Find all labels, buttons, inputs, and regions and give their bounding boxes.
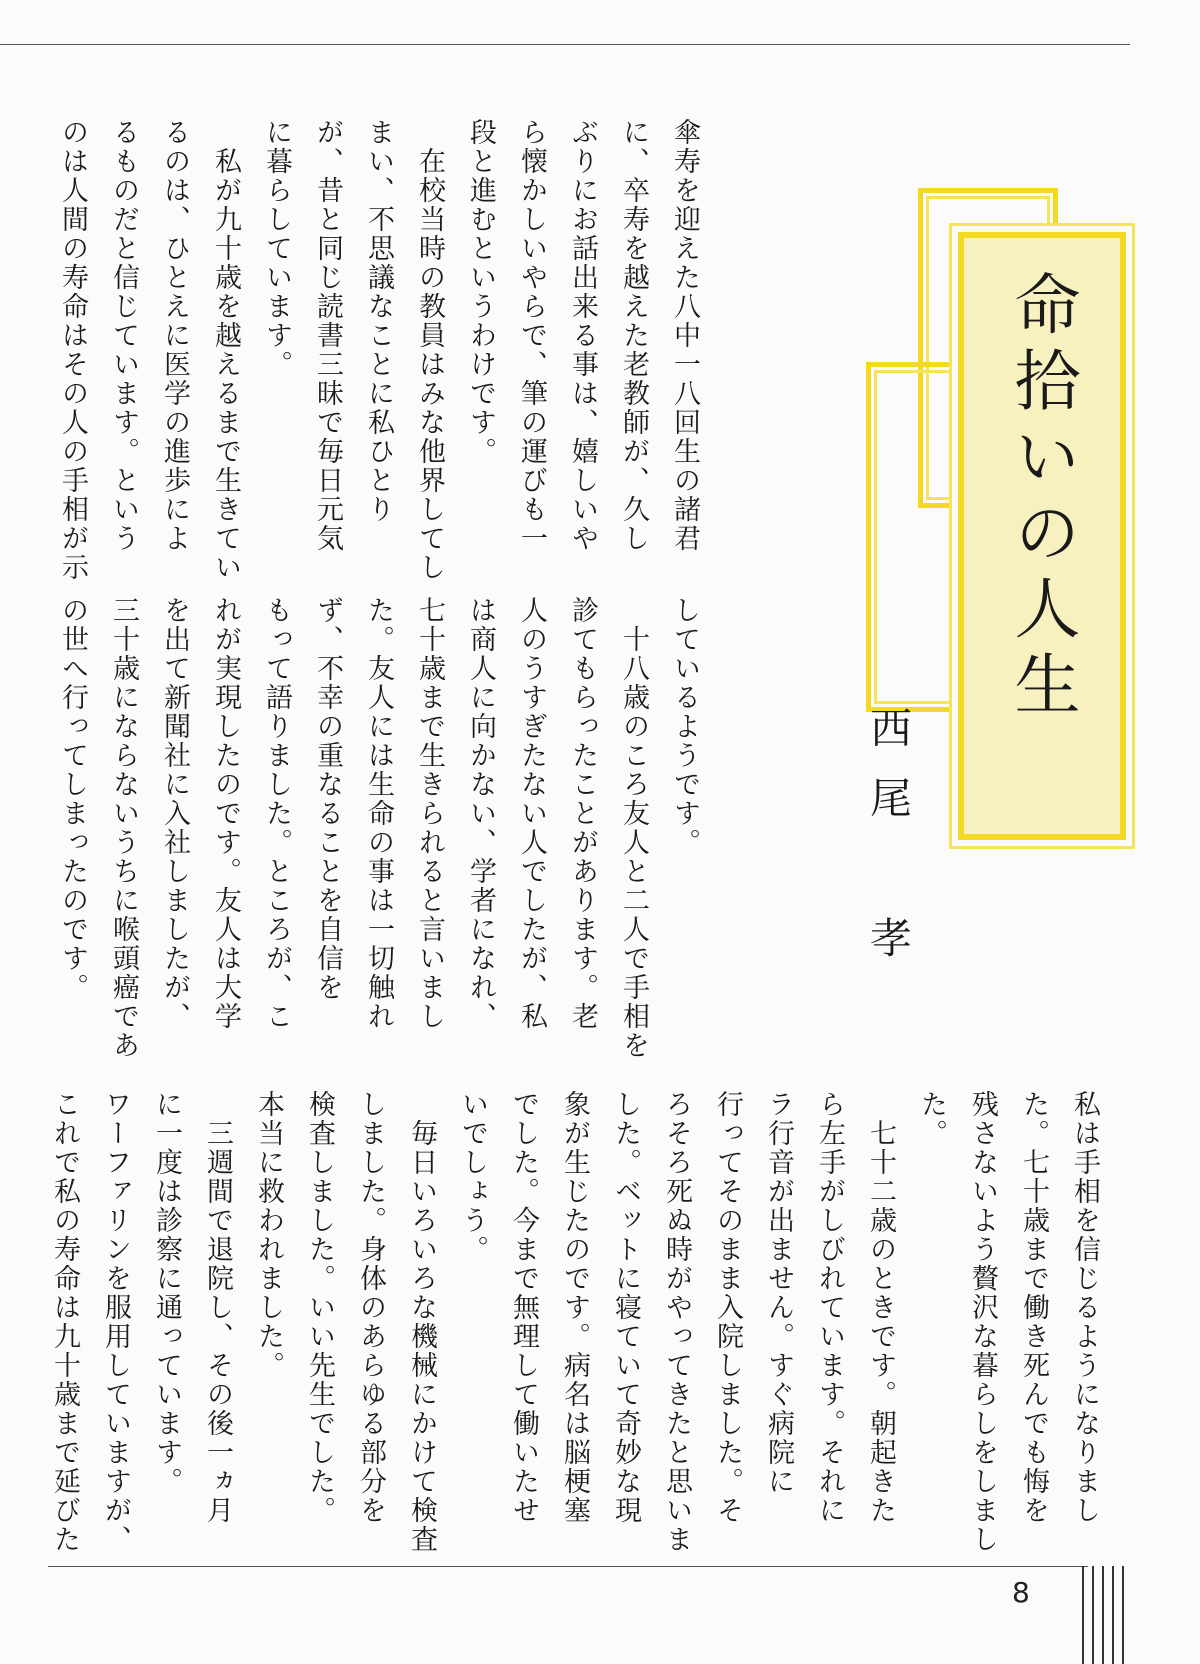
corner-line-decoration bbox=[1080, 1566, 1150, 1664]
body-text-middle-block: しているようです。 十八歳のころ友人と二人で手相を 診てもらったことがあります。老 人のうすぎたない人でしたが、私 は商人に向かない、学者になれ、 七十歳まで生きられると言いまし た。友人には生命の事は一切触れ ず、不幸の重なることを自信を もって語りました。ところが、こ れが実現したのです。友人は大学 を出て新聞社に入社しましたが、 三十歳にならないうちに喉頭癌であ の世へ行ってしまったのです。 bbox=[57, 596, 700, 1060]
body-text-bottom-block: 私は手相を信じるようになりまし た。七十歳まで働き死んでも悔を 残さないよう贅沢な暮らしをしまし た。 七十二歳のときです。朝起きた ら左手がしびれています。それに ラ行音が出ません。すぐ病院に 行ってそのまま入院しました。そ ろそろ死ぬ時がやってきたと思いま した。ベットに寝ていて奇妙な現 象が生じたのです。病名は脳梗塞 でした。今まで無理して働いたせ いでしょう。 毎日いろいろな機械にかけて検査 しました。身体のあらゆる部分を 検査しました。いい先生でした。 本当に救われました。 三週間で退院し、その後一ヵ月 に一度は診察に通っています。 ワーファリンを服用していますが、 これで私の寿命は九十歳まで延びた bbox=[49, 1090, 1100, 1554]
page-number: 8 bbox=[1012, 1576, 1030, 1609]
bottom-rule bbox=[48, 1566, 1088, 1567]
top-rule bbox=[0, 44, 1130, 45]
body-text-top-block: 傘寿を迎えた八中一八回生の諸君 に、卒寿を越えた老教師が、久し ぶりにお話出来る事は、嬉しいや ら懐かしいやらで、筆の運びも一 段と進むというわけです。 在校当時の教員はみな他界してし まい、不思議なことに私ひとり が、昔と同じ読書三昧で毎日元気 に暮らしています。 私が九十歳を越えるまで生きてい るのは、ひとえに医学の進歩によ るものだと信じています。という のは人間の寿命はその人の手相が示 bbox=[57, 118, 700, 582]
title-frame-decoration bbox=[874, 370, 968, 704]
author-name: 西尾 孝 bbox=[864, 706, 913, 986]
article-title: 命拾いの人生 bbox=[1003, 270, 1080, 726]
